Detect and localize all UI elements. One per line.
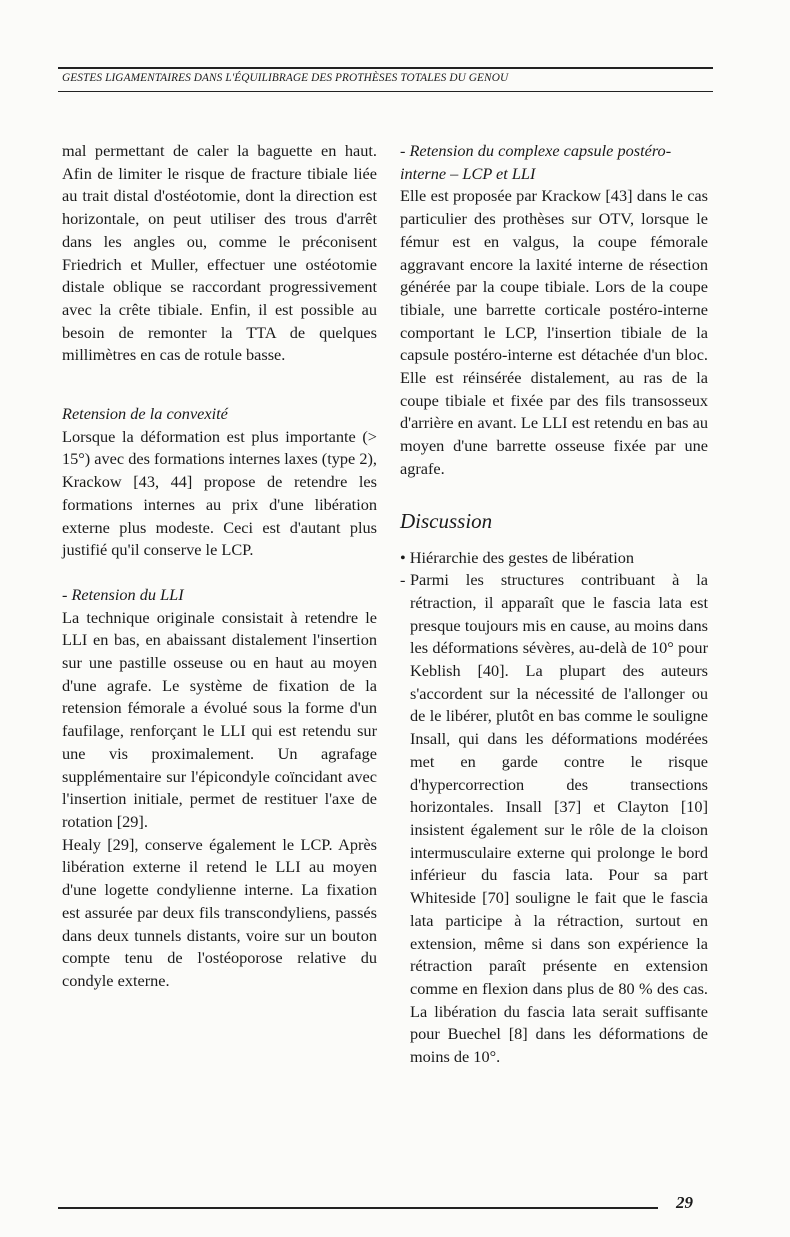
paragraph-otv: Elle est proposée par Krackow [43] dans le cas particulier des prothèses sur OTV, lorsque le fémur est en valgus, la coupe fémorale aggravant encore la laxité interne de résection générée par la coupe tibiale. Lors de la coupe tibiale, une barrette corticale postéro-interne comportant le LCP, l'insertion tibiale de la capsule postéro-interne est détachée d'un bloc. Elle est réinsérée distalement, au ras de la coupe tibiale et fixée par des fils transosseux d'arrière en avant. Le LLI est retendu en bas au moyen d'une barrette osseuse fixée par une agrafe. [400,186,708,478]
heading-retension-convexite: Retension de la convexité [62,404,228,424]
dash-marker: - [400,570,406,590]
paragraph-tta: mal permettant de caler la baguette en haut. Afin de limiter le risque de fracture tibiale liée au trait distal d'ostéotomie, dont la direction est horizontale, on peut utiliser des trous d'arrêt dans les angles ou, comme le préconisent Friedrich et Muller, effectuer une ostéotomie distale oblique se raccordant progressivement avec la crête tibiale. Enfin, il est possible au besoin de remonter la TTA de quelques millimètres en cas de rotule basse. [62,141,377,365]
header-rule-top [58,67,713,69]
left-column [62,140,377,993]
heading-discussion: Discussion [400,508,493,533]
heading-retension-lli: - Retension du LLI [62,584,184,604]
bullet-hierarchie: • Hiérarchie des gestes de libération [400,547,634,567]
paragraph-healy: Healy [29], conserve également le LCP. Après libération externe il retend le LLI au moyen d'une logette condylienne interne. La fixation est assurée par deux fils transcondyliens, passés dans deux tunnels distants, voire sur un bouton compte tenu de l'ostéoporose relative du condyle externe. [62,834,377,990]
right-column [400,140,708,1069]
paragraph-technique: La technique originale consistait à retendre le LLI en bas, en abaissant distalement l'insertion sur une pastille osseuse ou en haut au moyen d'une agrafe. Le système de fixation de la retension fémorale a évolué sous la forme d'un faufilage, renforçant le LLI qui est retendu sur une vis proximalement. Un agrafage supplémentaire sur l'épicondyle coïncidant avec l'insertion initiale, permet de restituer l'axe de rotation [29]. [62,607,377,831]
heading-retension-capsule: - Retension du complexe capsule postéro-interne – LCP et LLI [400,141,672,183]
footer-rule [58,1207,658,1209]
header-rule-bottom [58,91,713,92]
page-number: 29 [676,1193,693,1212]
running-head: GESTES LIGAMENTAIRES DANS L'ÉQUILIBRAGE DES PROTHÈSES TOTALES DU GENOU [62,72,509,84]
dash-item [400,569,708,1068]
paragraph-krackow: Lorsque la déformation est plus importante (> 15°) avec des formations internes laxes (type 2), Krackow [43, 44] propose de retendre les formations internes au prix d'une libération externe plus modeste. Ceci est d'autant plus justifié qu'il conserve le LCP. [62,426,377,560]
paragraph-fascia-lata: Parmi les structures contribuant à la rétraction, il apparaît que le fascia lata est presque toujours mis en cause, au moins dans les déformations sévères, au-delà de 10° pour Keblish [40]. La plupart des auteurs s'accordent sur la nécessité de l'allonger ou de le libérer, plutôt en bas comme le souligne Insall, qui dans les déformations modérées met en garde contre le risque d'hypercorrection des transections horizontales. Insall [37] et Clayton [10] insistent également sur le rôle de la cloison intermusculaire externe qui prolonge le bord inférieur du fascia lata. Pour sa part Whiteside [70] souligne le fait que le fascia lata participe à la rétraction, surtout en extension, même si dans son expérience la rétraction paraît présente en extension comme en flexion dans plus de 80 % des cas. La libération du fascia lata serait suffisante pour Buechel [8] dans les déformations de moins de 10°. [410,570,708,1067]
